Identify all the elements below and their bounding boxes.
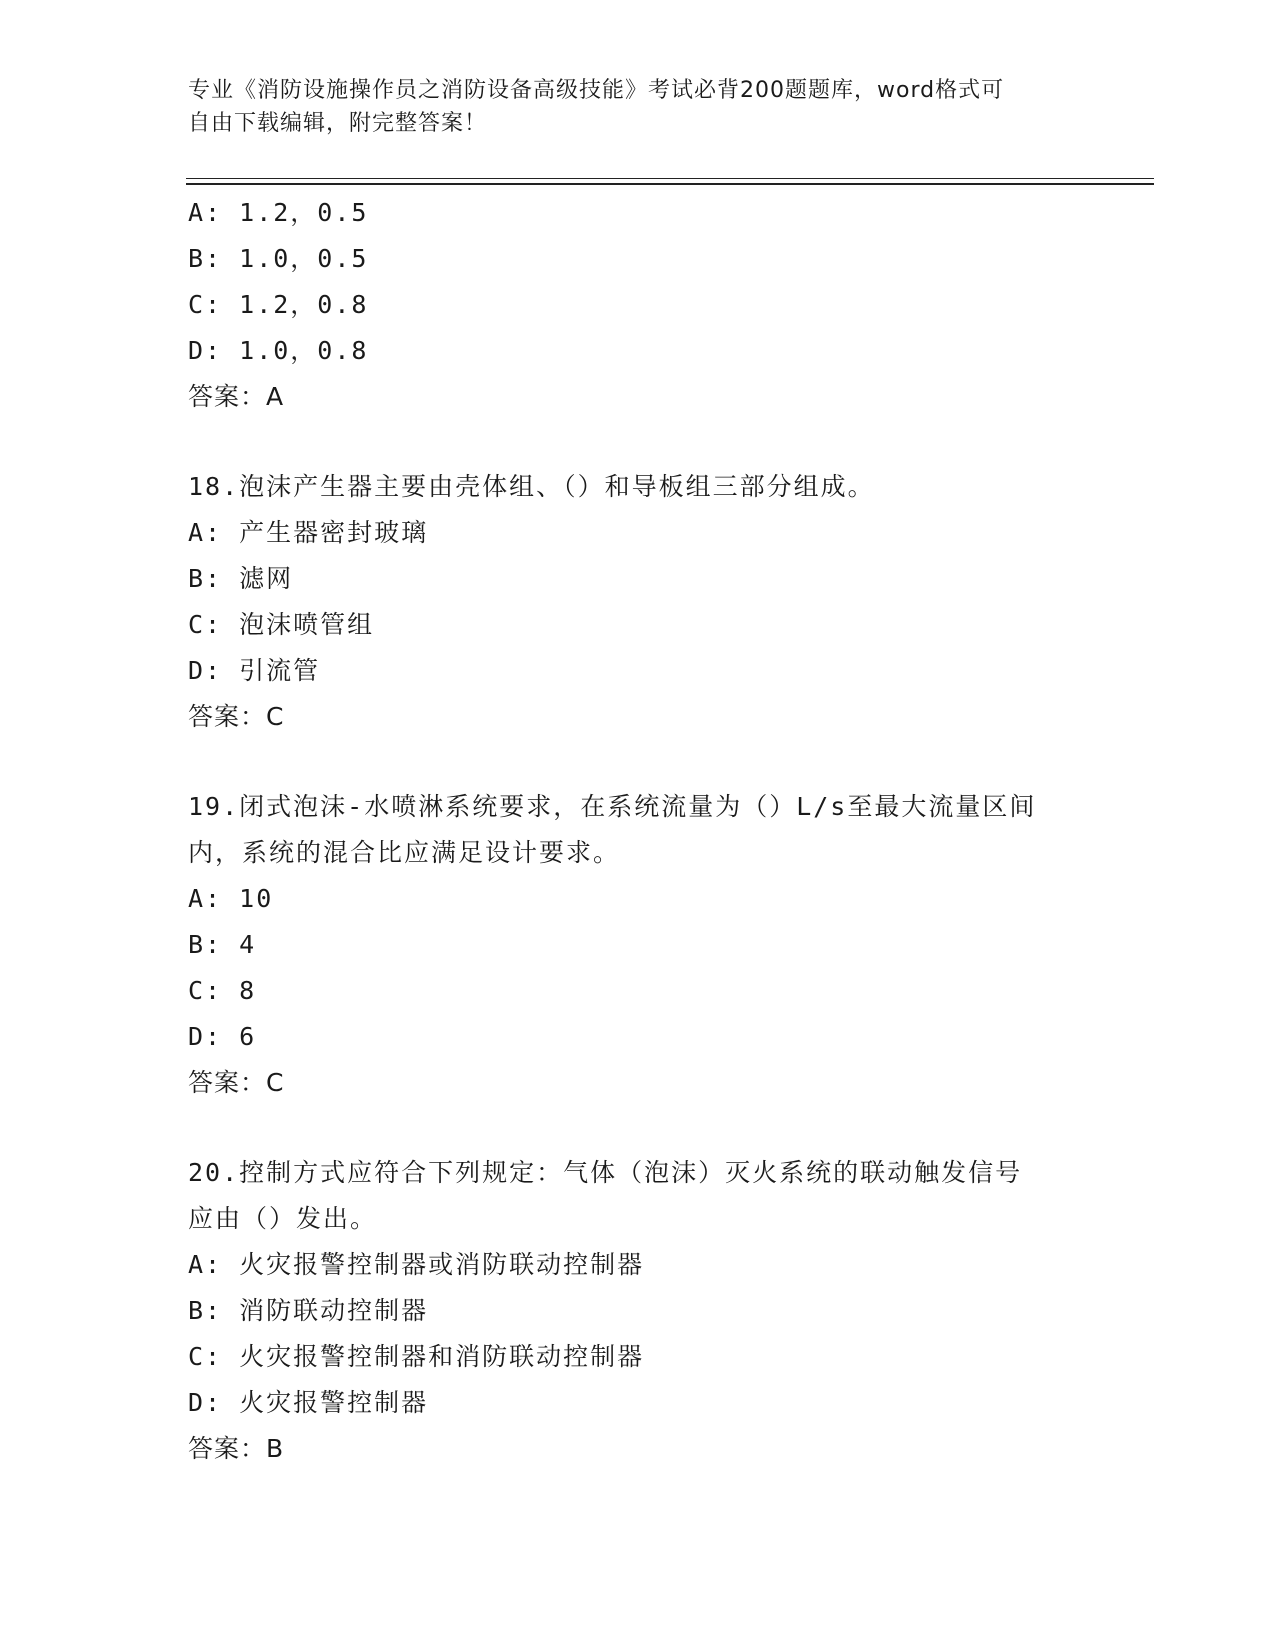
option-d: D: 引流管 — [188, 656, 321, 685]
question-list — [188, 190, 1088, 1472]
document-header — [188, 74, 1078, 140]
option-b: B: 滤网 — [188, 564, 294, 593]
header-line-1: 专业《消防设施操作员之消防设备高级技能》考试必背200题题库，word格式可 — [188, 78, 1005, 103]
option-a: A: 10 — [188, 884, 274, 913]
option-a: A: 产生器密封玻璃 — [188, 518, 429, 547]
answer-line: 答案：A — [188, 382, 285, 411]
question-block-18 — [188, 464, 1088, 740]
question-text-continued: 应由（）发出。 — [188, 1204, 378, 1233]
option-d: D: 1.0，0.8 — [188, 336, 369, 365]
question-block-19 — [188, 784, 1088, 1106]
question-text: 18.泡沫产生器主要由壳体组、（）和导板组三部分组成。 — [188, 472, 875, 501]
answer-line: 答案：B — [188, 1434, 285, 1463]
question-text: 19.闭式泡沫-水喷淋系统要求，在系统流量为（）L/s至最大流量区间 — [188, 792, 1037, 821]
header-divider-thick — [186, 183, 1154, 185]
question-block-20 — [188, 1150, 1088, 1472]
option-d: D: 火灾报警控制器 — [188, 1388, 429, 1417]
option-d: D: 6 — [188, 1022, 257, 1051]
option-a: A: 1.2，0.5 — [188, 198, 369, 227]
option-c: C: 泡沫喷管组 — [188, 610, 375, 639]
option-b: B: 4 — [188, 930, 257, 959]
question-text-continued: 内，系统的混合比应满足设计要求。 — [188, 838, 621, 867]
answer-line: 答案：C — [188, 702, 285, 731]
header-divider-thin — [186, 178, 1154, 179]
option-b: B: 消防联动控制器 — [188, 1296, 429, 1325]
question-text: 20.控制方式应符合下列规定：气体（泡沫）灭火系统的联动触发信号 — [188, 1158, 1023, 1187]
question-block-continued — [188, 190, 1088, 420]
answer-line: 答案：C — [188, 1068, 285, 1097]
option-c: C: 8 — [188, 976, 257, 1005]
option-c: C: 火灾报警控制器和消防联动控制器 — [188, 1342, 645, 1371]
option-a: A: 火灾报警控制器或消防联动控制器 — [188, 1250, 645, 1279]
header-line-2: 自由下载编辑，附完整答案！ — [188, 111, 488, 136]
option-b: B: 1.0，0.5 — [188, 244, 369, 273]
option-c: C: 1.2，0.8 — [188, 290, 369, 319]
